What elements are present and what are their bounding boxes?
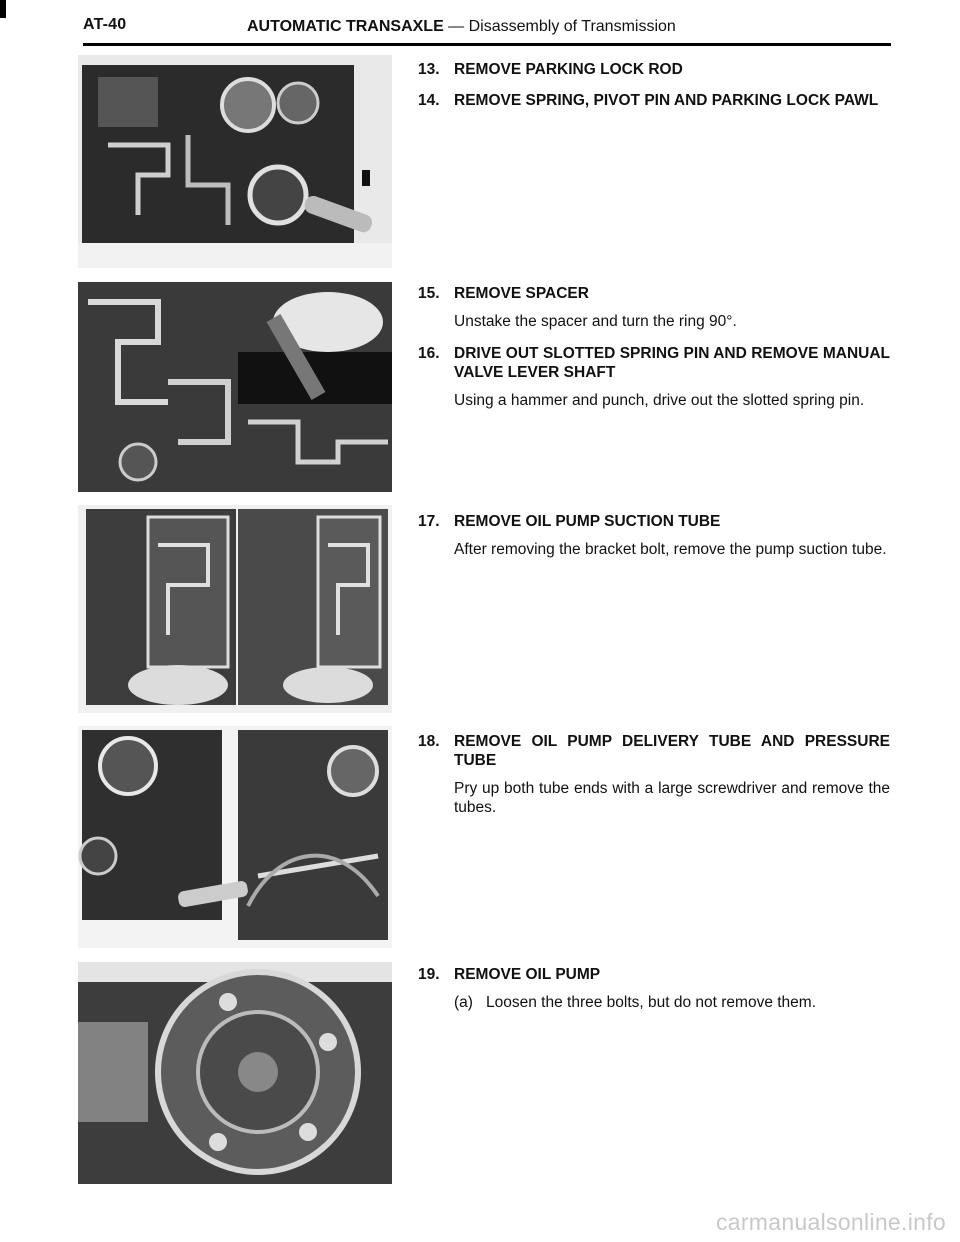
header-rule: [83, 43, 891, 46]
step-title: DRIVE OUT SLOTTED SPRING PIN AND REMOVE MANUAL VALVE LEVER SHAFT: [454, 345, 890, 381]
photo-suction-tube: [78, 505, 392, 713]
step-title: REMOVE OIL PUMP SUCTION TUBE: [454, 513, 721, 530]
step-17: [418, 512, 890, 559]
photo-delivery-tube: [78, 726, 392, 948]
step-heading: [418, 60, 890, 79]
substep-label: (a): [454, 994, 473, 1011]
step-16: [418, 344, 890, 410]
step-15: [418, 284, 890, 331]
section-title: AUTOMATIC TRANSAXLE: [247, 18, 444, 35]
step-18: [418, 732, 890, 817]
page-corner-mark: [0, 0, 6, 18]
step-number: 16.: [418, 345, 440, 362]
step-14: [418, 91, 890, 110]
step-number: 13.: [418, 61, 440, 78]
step-heading: [418, 344, 890, 382]
step-heading: [418, 965, 890, 984]
page-code: AT-40: [83, 16, 127, 33]
step-title: REMOVE PARKING LOCK ROD: [454, 61, 683, 78]
step-number: 19.: [418, 966, 440, 983]
title-separator: —: [443, 18, 469, 35]
running-title: [247, 18, 676, 36]
watermark-text: carmanualsonline.info: [715, 1209, 946, 1235]
step-body: After removing the bracket bolt, remove the pump suction tube.: [454, 541, 887, 558]
step-title: REMOVE OIL PUMP: [454, 966, 601, 983]
step-title: REMOVE SPACER: [454, 285, 589, 302]
photo-parking-lock: [78, 55, 392, 268]
step-13: [418, 60, 890, 79]
step-heading: [418, 732, 890, 770]
step-heading: [418, 91, 890, 110]
step-number: 17.: [418, 513, 440, 530]
photo-spacer-pin: [78, 282, 392, 492]
page-header: [83, 10, 891, 44]
step-body: Using a hammer and punch, drive out the slotted spring pin.: [454, 392, 865, 409]
step-number: 14.: [418, 92, 440, 109]
step-heading: [418, 512, 890, 531]
step-body: Pry up both tube ends with a large screwdriver and remove the tubes.: [454, 780, 890, 816]
step-body: Unstake the spacer and turn the ring 90°.: [454, 313, 737, 330]
photo-oil-pump: [78, 962, 392, 1184]
step-title: REMOVE OIL PUMP DELIVERY TUBE AND PRESSURE TUBE: [454, 733, 890, 769]
step-title: REMOVE SPRING, PIVOT PIN AND PARKING LOCK PAWL: [454, 92, 879, 109]
step-19: [418, 965, 890, 1012]
step-number: 18.: [418, 733, 440, 750]
step-number: 15.: [418, 285, 440, 302]
substep-text: Loosen the three bolts, but do not remove them.: [486, 994, 817, 1011]
subsection-title: Disassembly of Transmission: [468, 18, 676, 35]
step-heading: [418, 284, 890, 303]
substep-a: [454, 993, 890, 1012]
